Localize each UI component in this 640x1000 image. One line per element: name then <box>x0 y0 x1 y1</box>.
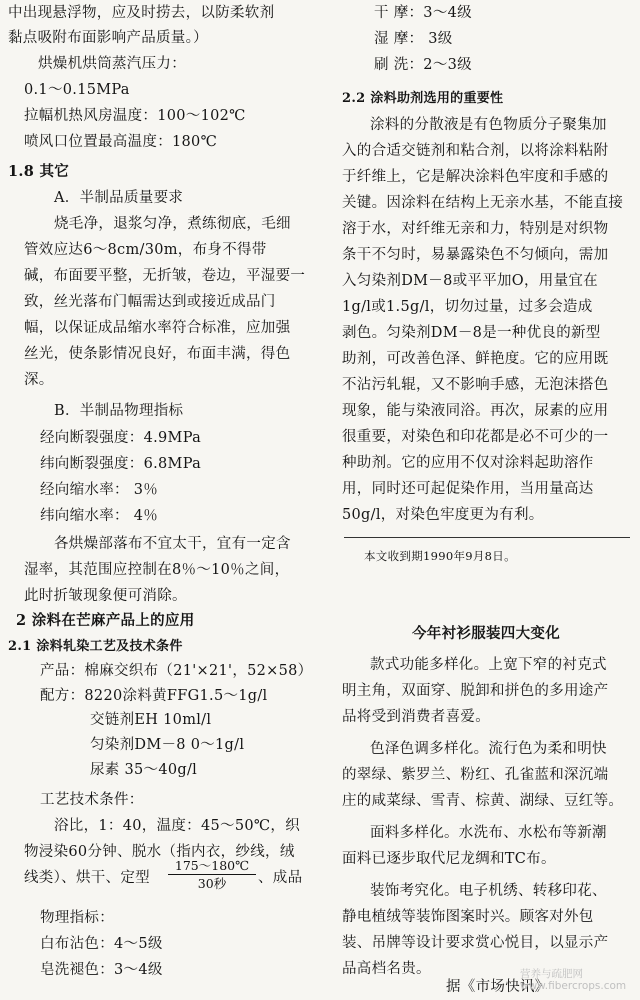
text-line: 各烘燥部落布不宜太干，宜有一定含 <box>54 536 291 552</box>
text-line: 涂料的分散液是有色物质分子聚集加 <box>370 117 607 133</box>
text-line: 湿 摩： 3级 <box>374 31 453 47</box>
text-line: 物理指标： <box>40 910 114 926</box>
received-date-note: 本文收到期1990年9月8日。 <box>364 549 516 563</box>
text-line: 工艺技术条件： <box>40 792 144 808</box>
subsection-heading: B．半制品物理指标 <box>54 403 184 419</box>
text-line: 面料多样化。水洗布、水松布等新潮 <box>370 825 607 841</box>
text-line: 烘燥机烘筒蒸汽压力： <box>38 56 186 72</box>
text-line: 浴比，1：40，温度：45～50℃，织 <box>54 818 300 834</box>
text-line: 的翠绿、紫罗兰、粉红、孔雀蓝和深沉端 <box>342 767 609 783</box>
text-line: 不沾污轧辊，又不影响手感，无泡沫搭色 <box>342 377 609 393</box>
text-line: 于纤维上，它是解决涂料色牢度和手感的 <box>342 169 609 185</box>
text-line: 装饰考究化。电子机绣、转移印花、 <box>370 883 607 899</box>
text-line: 庄的咸菜绿、雪青、棕黄、湖绿、豆红等。 <box>342 793 624 809</box>
text-line: 50g/l，对染色牢度更为有利。 <box>342 507 544 523</box>
section-heading: 1.8 其它 <box>8 163 70 180</box>
text-line: 交链剂EH 10ml/l <box>90 712 212 728</box>
text-line: 皂洗褪色：3～4级 <box>40 962 163 978</box>
text-line: 助剂，可改善色泽、鲜艳度。它的应用既 <box>342 351 609 367</box>
article-title: 今年衬衫服装四大变化 <box>412 625 560 642</box>
text-line: 入的合适交链剂和粘合剂，以将涂料粘附 <box>342 143 609 159</box>
text-line: 面料已逐步取代尼龙绸和TC布。 <box>342 851 556 867</box>
text-line: 幅，以保证成品缩水率符合标准，应加强 <box>24 320 291 336</box>
text-line: 条干不匀时，易暴露染色不匀倾向，需加 <box>342 247 609 263</box>
source-credit: 据《市场快讯》 <box>446 979 550 995</box>
text-line: 剥色。匀染剂DM－8是一种优良的新型 <box>342 325 601 341</box>
text-line: 物浸染60分钟、脱水（指内衣，纱线，绒 <box>24 844 295 860</box>
text-line: 溶于水，对纤维无亲和力，特别是对织物 <box>342 221 609 237</box>
text-line: 深。 <box>24 372 54 388</box>
text-line: 现象，能与染液同浴。再次，尿素的应用 <box>342 403 609 419</box>
text-line: 品高档名贵。 <box>342 961 431 977</box>
text-line: 中出现悬浮物，应及时捞去，以防柔软剂 <box>8 5 275 21</box>
section-divider <box>344 537 630 538</box>
fraction-denominator: 30秒 <box>197 876 227 891</box>
text-line: 入匀染剂DM－8或平平加O，用量宜在 <box>342 273 598 289</box>
text-line: 配方：8220涂料黄FFG1.5～1g/l <box>40 688 268 704</box>
text-line: 产品：棉麻交织布（21'×21'，52×58） <box>40 663 313 679</box>
fraction-numerator: 175～180℃ <box>168 858 256 875</box>
text-line: 1g/l或1.5g/l，切勿过量，过多会造成 <box>342 299 593 315</box>
subsection-heading: A．半制品质量要求 <box>54 190 184 206</box>
text-line: 色泽色调多样化。流行色为柔和明快 <box>370 741 607 757</box>
text-line: 经向断裂强度：4.9MPa <box>40 430 202 446</box>
text-line: 静电植绒等装饰图案时兴。顾客对外包 <box>342 909 594 925</box>
text-line: 关键。因涂料在结构上无亲水基，不能直接 <box>342 195 624 211</box>
text-line: 致，丝光落布门幅需达到或接近成品门 <box>24 294 276 310</box>
process-fraction <box>168 858 256 891</box>
subsection-heading: 2.2 涂料助剂选用的重要性 <box>342 91 504 106</box>
text-line: 明主角，双面穿、脱卸和拼色的多用途产 <box>342 683 609 699</box>
text-line: 此时折皱现象便可消除。 <box>24 588 187 604</box>
text-line: 黏点吸附布面影响产品质量。） <box>8 30 208 46</box>
text-line: 很重要，对染色和印花都是必不可少的一 <box>342 429 609 445</box>
text-line: 白布沾色：4～5级 <box>40 936 163 952</box>
text-line: 碱，布面要平整，无折皱，卷边，平湿要一 <box>24 268 306 284</box>
text-line: 匀染剂DM－8 0～1g/l <box>90 737 245 753</box>
text-line: 线类）、烘干、定型 <box>24 870 150 886</box>
text-line: 0.1～0.15MPa <box>24 82 130 98</box>
text-line: 种助剂。它的应用不仅对涂料起助溶作 <box>342 455 594 471</box>
text-line: 纬向断裂强度：6.8MPa <box>40 456 202 472</box>
text-line: 管效应达6～8cm/30m，布身不得带 <box>24 242 267 258</box>
text-line: 经向缩水率： 3％ <box>40 482 159 498</box>
text-line: 尿素 35～40g/l <box>90 762 198 778</box>
text-line: 湿率，其范围应控制在8％～10％之间， <box>24 562 290 578</box>
text-line: 烧毛净，退浆匀净，煮练彻底，毛细 <box>54 216 291 232</box>
text-line: 丝光，使条影情况良好，布面丰满，得色 <box>24 346 291 362</box>
text-line: 用，同时还可起促染作用，当用量高达 <box>342 481 594 497</box>
section-heading: 2 涂料在芒麻产品上的应用 <box>16 612 195 629</box>
text-line: 拉幅机热风房温度：100～102℃ <box>24 108 246 124</box>
text-line: 装、吊牌等设计要求赏心悦目，以显示产 <box>342 935 609 951</box>
text-line: 品将受到消费者喜爱。 <box>342 709 490 725</box>
subsection-heading: 2.1 涂料轧染工艺及技术条件 <box>8 639 183 654</box>
text-line: 刷 洗：2～3级 <box>374 57 472 73</box>
site-watermark: 营养与疏肥网 www.fibercrops.com <box>520 968 627 992</box>
text-line: 纬向缩水率： 4％ <box>40 508 159 524</box>
text-line: 款式功能多样化。上宽下窄的衬克式 <box>370 657 607 673</box>
text-line: 喷风口位置最高温度：180℃ <box>24 134 218 150</box>
text-line: 干 摩：3～4级 <box>374 5 472 21</box>
text-line: 、成品 <box>258 870 303 886</box>
